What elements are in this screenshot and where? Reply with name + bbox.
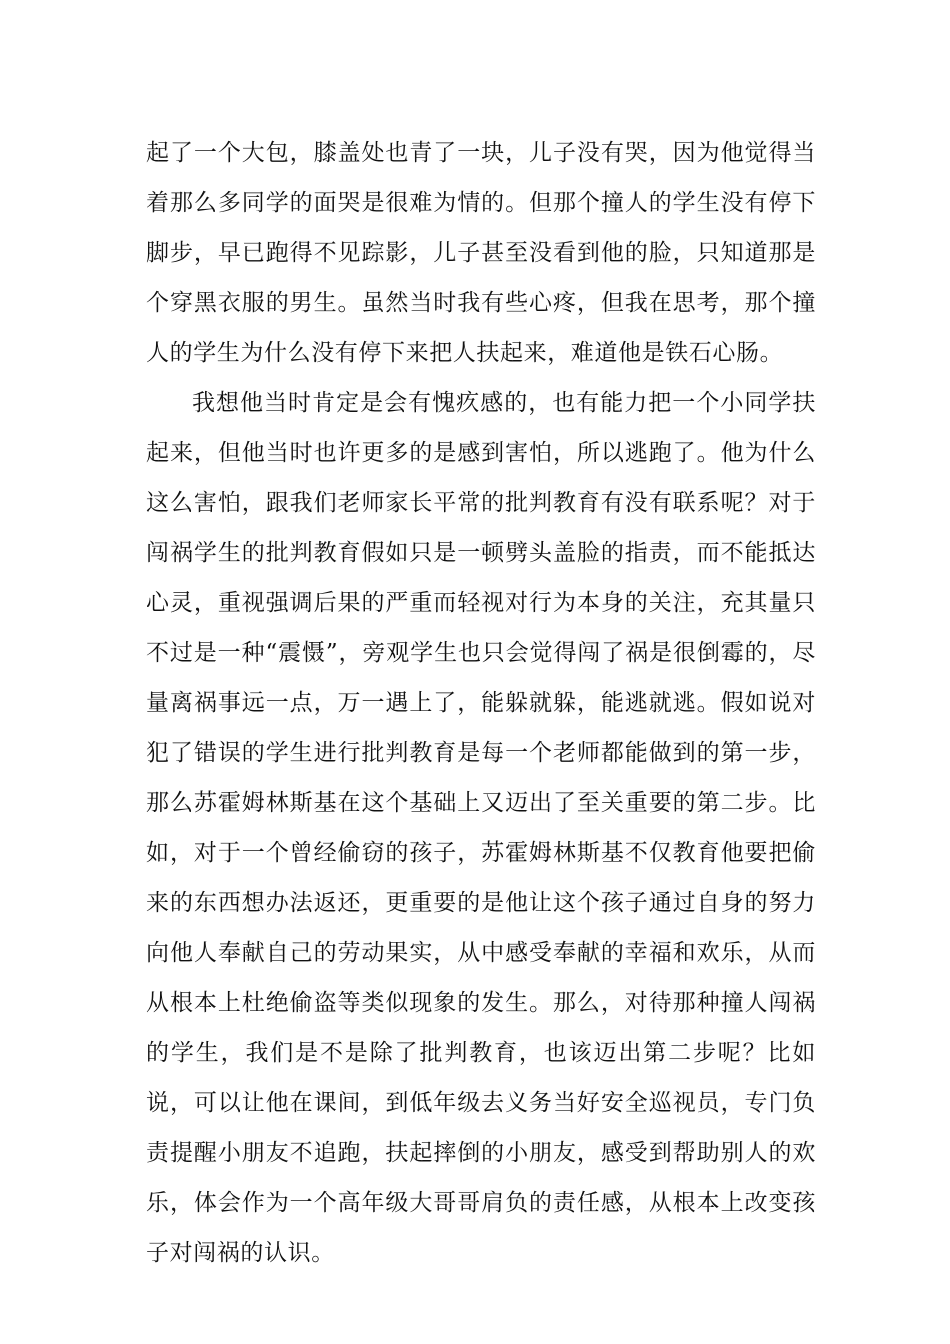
paragraph-2: 我想他当时肯定是会有愧疚感的，也有能力把一个小同学扶起来，但他当时也许更多的是感到害怕，所以逃跑了。他为什么这么害怕，跟我们老师家长平常的批判教育有没有联系呢？对于闯祸学生的批判教育假如只是一顿劈头盖脸的指责，而不能抵达心灵，重视强调后果的严重而轻视对行为本身的关注，充其量只不过是一种“震慑”，旁观学生也只会觉得闯了祸是很倒霉的，尽量离祸事远一点，万一遇上了，能躲就躲，能逃就逃。假如说对犯了错误的学生进行批判教育是每一个老师都能做到的第一步，那么苏霍姆林斯基在这个基础上又迈出了至关重要的第二步。比如，对于一个曾经偷窃的孩子，苏霍姆林斯基不仅教育他要把偷来的东西想办法返还，更重要的是他让这个孩子通过自身的努力向他人奉献自己的劳动果实，从中感受奉献的幸福和欢乐，从而从根本上杜绝偷盗等类似现象的发生。那么，对待那种撞人闯祸的学生，我们是不是除了批判教育，也该迈出第二步呢？比如说，可以让他在课间，到低年级去义务当好安全巡视员，专门负责提醒小朋友不追跑，扶起摔倒的小朋友，感受到帮助别人的欢乐，体会作为一个高年级大哥哥肩负的责任感，从根本上改变孩子对闯祸的认识。 — [146, 390, 816, 1266]
paragraph-1: 起了一个大包，膝盖处也青了一块，儿子没有哭，因为他觉得当着那么多同学的面哭是很难为情的。但那个撞人的学生没有停下脚步，早已跑得不见踪影，儿子甚至没看到他的脸，只知道那是个穿黑衣服的男生。虽然当时我有些心疼，但我在思考，那个撞人的学生为什么没有停下来把人扶起来，难道他是铁石心肠。 — [146, 140, 816, 366]
document-body — [146, 128, 816, 1278]
